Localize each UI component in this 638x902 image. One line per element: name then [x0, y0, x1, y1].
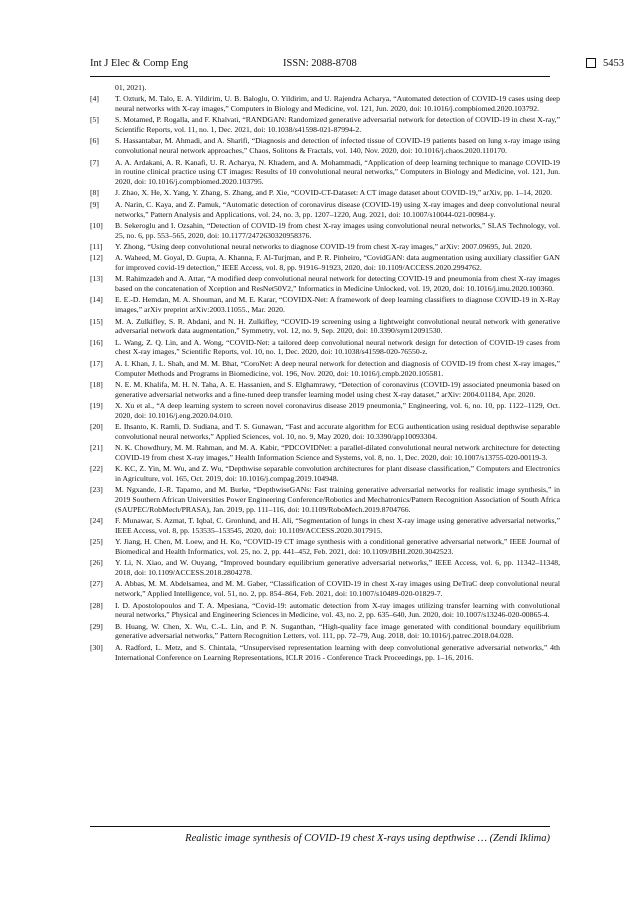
- reference-text: S. Motamed, P. Rogalla, and F. Khalvati, “RANDGAN: Randomized generative adversarial network for detection of COVID-19 in chest X-ray,” Scientific Reports, vol. 11, no. 1, Dec. 2021, doi: 10.1038/s41598-021-87994-2.: [115, 115, 560, 135]
- reference-text: Y. Li, N. Xiao, and W. Ouyang, “Improved boundary equilibrium generative adversarial networks,” IEEE Access, vol. 6, pp. 11342–11348, 2018, doi: 10.1109/ACCESS.2018.2804278.: [115, 558, 560, 578]
- reference-number: [8]: [90, 188, 99, 198]
- reference-number: [23]: [90, 485, 103, 495]
- reference-entry: [90, 485, 560, 514]
- reference-text: A. Waheed, M. Goyal, D. Gupta, A. Khanna, F. Al-Turjman, and P. R. Pinheiro, “CovidGAN: data augmentation using auxiliary classifier GAN for improved covid-19 detection,” IEEE Access, vol. 8, pp. 91916–91923, 2020, doi: 10.1109/ACCESS.2020.2994762.: [115, 253, 560, 273]
- reference-number: [20]: [90, 422, 103, 431]
- reference-number: [27]: [90, 579, 103, 589]
- reference-entry: [90, 317, 560, 337]
- reference-text: K. KC, Z. Yin, M. Wu, and Z. Wu, “Depthwise separable convolution architectures for plant disease classification,” Computers and Electronics in Agriculture, vol. 165, Oct. 2019, doi: 10.1016/j.compag.2019.104948.: [115, 464, 560, 483]
- reference-number: [28]: [90, 600, 103, 610]
- reference-entry: [90, 359, 560, 379]
- reference-number: [7]: [90, 157, 99, 167]
- reference-text: X. Xu et al., “A deep learning system to screen novel coronavirus disease 2019 pneumonia,” Engineering, vol. 6, no. 10, pp. 1122–1129, Oct. 2020, doi: 10.1016/j.eng.2020.04.010.: [115, 400, 560, 420]
- reference-entry: [90, 295, 560, 315]
- reference-number: [17]: [90, 358, 103, 368]
- reference-text: N. K. Chowdhury, M. M. Rahman, and M. A. Kabir, “PDCOVIDNet: a parallel-dilated convolutional neural network architecture for detecting COVID-19 from chest X-ray images,” Health Information Science and Systems, vol. 8, no. 1, Dec. 2020, doi: 10.1007/s13755-020-00119-3.: [115, 443, 560, 462]
- reference-entry: [90, 338, 560, 358]
- reference-entry: [90, 643, 560, 663]
- page-number: 5453: [603, 58, 624, 69]
- reference-number: [12]: [90, 253, 103, 263]
- reference-entry: [90, 422, 560, 442]
- reference-text: B. Sekeroglu and I. Ozsahin, “Detection of COVID-19 from chest X-ray images using convolutional neural networks,” SLAS Technology, vol. 25, no. 6, pp. 553–565, 2020, doi: 10.1177/2472630320958376.: [115, 220, 560, 240]
- reference-text: A. Narin, C. Kaya, and Z. Pamuk, “Automatic detection of coronavirus disease (COVID-19) using X-ray images and deep convolutional neural networks,” Pattern Analysis and Applications, vol. 24, no. 3, pp. 1207–1220, Aug. 2021, doi: 10.1007/s10044-021-00984-y.: [115, 199, 560, 219]
- reference-text: S. Hassantabar, M. Ahmadi, and A. Sharifi, “Diagnosis and detection of infected tissue of COVID-19 patients based on lung x-ray image using convolutional neural network approaches,” Chaos, Solitons & Fractals, vol. 140, Nov. 2020, doi: 10.1016/j.chaos.2020.110170.: [115, 136, 560, 156]
- reference-text: A. Radford, L. Metz, and S. Chintala, “Unsupervised representation learning with deep convolutional generative adversarial networks,” 4th International Conference on Learning Representations, ICLR 2016 - Conference Track Proceedings, pp. 1–16, 2016.: [115, 642, 560, 662]
- reference-number: [21]: [90, 443, 103, 453]
- reference-text: 01, 2021).: [115, 83, 147, 92]
- reference-entry: [90, 401, 560, 421]
- reference-number: [16]: [90, 337, 103, 347]
- reference-text: A. A. Ardakani, A. R. Kanafi, U. R. Acharya, N. Khadem, and A. Mohammadi, “Application of deep learning technique to manage COVID-19 in routine clinical practice using CT images: Results of 10 convolutional neural networks,” Computers in Biology and Medicine, vol. 121, Jun. 2020, doi: 10.1016/j.compbiomed.2020.103795.: [115, 157, 560, 187]
- issn-label: ISSN: 2088-8708: [283, 58, 357, 69]
- reference-text: E. Ihsanto, K. Ramli, D. Sudiana, and T. S. Gunawan, “Fast and accurate algorithm for ECG authentication using residual depthwise separable convolutional neural networks,” Applied Sciences, vol. 10, no. 9, May 2020, doi: 10.3390/app10093304.: [115, 422, 560, 441]
- reference-text: E. E.-D. Hemdan, M. A. Shouman, and M. E. Karar, “COVIDX-Net: A framework of deep learning classifiers to diagnose COVID-19 in X-Ray images,” arXiv preprint arXiv:2003.11055., Mar. 2020.: [115, 295, 560, 315]
- reference-number: [24]: [90, 516, 103, 526]
- reference-number: [4]: [90, 94, 99, 104]
- reference-number: [19]: [90, 400, 103, 410]
- reference-list: [90, 83, 560, 664]
- reference-entry: [90, 136, 560, 156]
- reference-number: [6]: [90, 136, 99, 146]
- reference-text: N. E. M. Khalifa, M. H. N. Taha, A. E. Hassanien, and S. Elghamrawy, “Detection of coronavirus (COVID-19) associated pneumonia based on generative adversarial networks and a fine-tuned deep transfer learning model using chest X-ray dataset,” arXiv: 2004.01184, Apr. 2020.: [115, 379, 560, 399]
- footer-rule: [90, 826, 550, 827]
- header-rule: [90, 76, 550, 77]
- page-header: [90, 58, 624, 76]
- reference-text: Y. Jiang, H. Chen, M. Loew, and H. Ko, “COVID-19 CT image synthesis with a conditional generative adversarial network,” IEEE Journal of Biomedical and Health Informatics, vol. 25, no. 2, pp. 441–452, Feb. 2021, doi: 10.1109/JBHI.2020.3042523.: [115, 537, 560, 557]
- reference-number: [15]: [90, 316, 103, 326]
- reference-entry: [90, 200, 560, 220]
- reference-number: [30]: [90, 642, 103, 652]
- running-title: Realistic image synthesis of COVID-19 chest X-rays using depthwise … (Zendi Iklima): [185, 833, 550, 844]
- reference-entry: [90, 158, 560, 187]
- reference-entry: [90, 579, 560, 599]
- checkbox-square-icon: [586, 58, 596, 68]
- reference-text: Y. Zhong, “Using deep convolutional neural networks to diagnose COVID-19 from chest X-ray images,” arXiv: 2007.09695, Jul. 2020.: [115, 241, 533, 251]
- reference-number: [22]: [90, 464, 103, 474]
- reference-text: A. Abbas, M. M. Abdelsamea, and M. M. Gaber, “Classification of COVID-19 in chest X-ray images using DeTraC deep convolutional neural network,” Applied Intelligence, vol. 51, no. 2, pp. 854–864, Feb. 2021, doi: 10.1007/s10489-020-01829-7.: [115, 579, 560, 599]
- reference-entry: [90, 558, 560, 578]
- reference-entry: [90, 516, 560, 536]
- reference-entry: [90, 464, 560, 484]
- reference-text: B. Huang, W. Chen, X. Wu, C.-L. Lin, and P. N. Suganthan, “High-quality face image generated with conditional boundary equilibrium generative adversarial networks,” Pattern Recognition Letters, vol. 111, pp. 72–79, Aug. 2018, doi: 10.1016/j.patrec.2018.04.028.: [115, 621, 560, 641]
- reference-number: [13]: [90, 274, 103, 284]
- reference-entry: [90, 94, 560, 114]
- reference-text: A. I. Khan, J. L. Shah, and M. M. Bhat, “CoroNet: A deep neural network for detection and diagnosis of COVID-19 from chest X-ray images,” Computer Methods and Programs in Biomedicine, vol. 196, Nov. 2020, doi: 10.1016/j.cmpb.2020.105581.: [115, 358, 560, 378]
- reference-text: M. A. Zulkifley, S. R. Abdani, and N. H. Zulkifley, “COVID-19 screening using a lightweight convolutional neural network with generative adversarial network data augmentation,” Symmetry, vol. 12, no. 9, Sep. 2020, doi: 10.3390/sym12091530.: [115, 316, 560, 336]
- reference-number: [11]: [90, 241, 103, 251]
- reference-entry: [90, 380, 560, 400]
- reference-text: T. Ozturk, M. Talo, E. A. Yildirim, U. B. Baloglu, O. Yildirim, and U. Rajendra Acharya, “Automated detection of COVID-19 cases using deep neural networks with X-ray images,” Computers in Biology and Medicine, vol. 121, Jun. 2020, doi: 10.1016/j.compbiomed.2020.103792.: [115, 94, 560, 114]
- reference-entry: [90, 601, 560, 621]
- reference-entry: [90, 274, 560, 294]
- reference-number: [14]: [90, 295, 103, 305]
- reference-entry: [90, 537, 560, 557]
- reference-entry: [90, 221, 560, 241]
- journal-name: Int J Elec & Comp Eng: [90, 58, 189, 69]
- reference-text: J. Zhao, X. He, X. Yang, Y. Zhang, S. Zhang, and P. Xie, “COVID-CT-Dataset: A CT image dataset about COVID-19,” arXiv, pp. 1–14, 2020.: [115, 188, 552, 198]
- reference-entry: [90, 83, 560, 93]
- reference-text: M. Rahimzadeh and A. Attar, “A modified deep convolutional neural network for detecting COVID-19 and pneumonia from chest X-ray images based on the concatenation of Xception and ResNet50V2,” Informatics in Medicine Unlocked, vol. 19, 2020, doi: 10.1016/j.imu.2020.100360.: [115, 274, 560, 294]
- reference-number: [25]: [90, 537, 103, 547]
- reference-number: [26]: [90, 558, 103, 568]
- reference-text: M. Ngxande, J.-R. Tapamo, and M. Burke, “DepthwiseGANs: Fast training generative adversarial networks for realistic image synthesis,” in 2019 Southern African Universities Power Engineering Conference/Robotics and Mechatronics/Pattern Recognition Association of South Africa (SAUPEC/RobMech/PRASA), Jan. 2019, pp. 111–116, doi: 10.1109/RoboMech.2019.8704766.: [115, 485, 560, 514]
- reference-entry: [90, 242, 560, 252]
- reference-number: [18]: [90, 379, 103, 389]
- reference-number: [29]: [90, 621, 103, 631]
- reference-entry: [90, 253, 560, 273]
- reference-entry: [90, 115, 560, 135]
- reference-entry: [90, 443, 560, 463]
- reference-number: [9]: [90, 199, 99, 209]
- reference-number: [5]: [90, 115, 99, 125]
- reference-number: [10]: [90, 220, 103, 230]
- reference-text: I. D. Apostolopoulos and T. A. Mpesiana, “Covid-19: automatic detection from X-ray images utilizing transfer learning with convolutional neural networks,” Physical and Engineering Sciences in Medicine, vol. 43, no. 2, pp. 635–640, Jun. 2020, doi: 10.1007/s13246-020-00865-4.: [115, 600, 560, 620]
- reference-text: L. Wang, Z. Q. Lin, and A. Wong, “COVID-Net: a tailored deep convolutional neural network design for detection of COVID-19 cases from chest X-ray images,” Scientific Reports, vol. 10, no. 1, Dec. 2020, doi: 10.1038/s41598-020-76550-z.: [115, 337, 560, 357]
- reference-text: F. Munawar, S. Azmat, T. Iqbal, C. Gronlund, and H. Ali, “Segmentation of lungs in chest X-ray image using generative adversarial networks,” IEEE Access, vol. 8, pp. 153535–153545, 2020, doi: 10.1109/ACCESS.2020.3017915.: [115, 516, 560, 535]
- reference-entry: [90, 188, 560, 198]
- reference-entry: [90, 622, 560, 642]
